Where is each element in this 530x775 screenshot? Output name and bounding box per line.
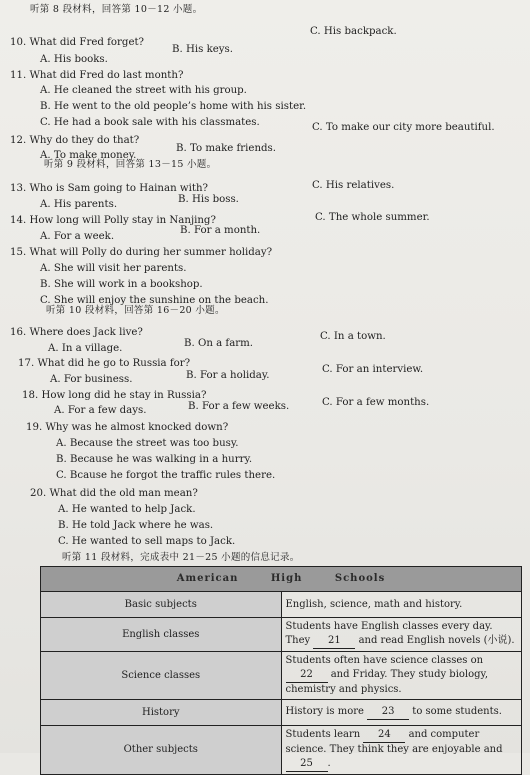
section-11-instruction: 听第 11 段材料，完成表中 21－25 小题的信息记录。 — [62, 552, 300, 563]
row-content — [281, 592, 522, 618]
q20-option-b: B. He told Jack where he was. — [58, 520, 214, 531]
table-row — [41, 618, 522, 652]
row-text: to some students. — [412, 706, 502, 717]
answer-blank-24[interactable]: 24 — [363, 728, 405, 743]
section-10-instruction: 听第 10 段材料，回答第 16－20 小题。 — [46, 305, 225, 316]
answer-blank-25[interactable]: 25 — [286, 757, 328, 772]
row-label: History — [41, 700, 282, 726]
q16-option-c: C. In a town. — [320, 331, 386, 342]
q19-option-a: A. Because the street was too busy. — [56, 438, 239, 449]
q20-option-a: A. He wanted to help Jack. — [58, 504, 196, 515]
table-header-row — [41, 567, 522, 592]
q15-option-b: B. She will work in a bookshop. — [40, 279, 203, 290]
q17-option-c: C. For an interview. — [322, 364, 424, 375]
row-text: English, science, math and history. — [285, 598, 463, 610]
q13-option-b: B. His boss. — [178, 194, 239, 205]
question-12: 12. Why do they do that? — [10, 135, 140, 146]
q15-option-c: C. She will enjoy the sunshine on the beach. — [40, 295, 269, 306]
question-17: 17. What did he go to Russia for? — [18, 358, 191, 369]
row-content — [281, 652, 522, 700]
q12-option-a: A. To make money. — [40, 150, 137, 161]
table-header — [41, 567, 522, 592]
section-9-instruction: 听第 9 段材料，回答第 13－15 小题。 — [44, 159, 217, 170]
question-16: 16. Where does Jack live? — [10, 327, 143, 338]
row-label: English classes — [41, 618, 282, 652]
row-content — [281, 618, 522, 652]
answer-blank-21[interactable]: 21 — [313, 634, 355, 649]
q13-option-a: A. His parents. — [40, 199, 118, 210]
question-18: 18. How long did he stay in Russia? — [22, 390, 207, 401]
row-content — [281, 726, 522, 775]
q17-option-b: B. For a holiday. — [186, 370, 270, 381]
q10-option-b: B. His keys. — [172, 44, 233, 55]
info-table-wrapper — [40, 566, 522, 769]
q14-option-a: A. For a week. — [40, 231, 115, 242]
q18-option-a: A. For a few days. — [54, 405, 147, 416]
q11-option-b: B. He went to the old people’s home with his sister. — [40, 101, 307, 112]
row-text: and Friday. They study biology, chemistry and physics. — [285, 669, 489, 695]
q12-option-c: C. To make our city more beautiful. — [312, 122, 495, 133]
table-row — [41, 592, 522, 618]
question-20: 20. What did the old man mean? — [30, 488, 198, 499]
q11-option-c: C. He had a book sale with his classmates. — [40, 117, 260, 128]
q11-option-a: A. He cleaned the street with his group. — [40, 85, 247, 96]
question-19: 19. Why was he almost knocked down? — [26, 422, 229, 433]
q14-option-b: B. For a month. — [180, 225, 261, 236]
q17-option-a: A. For business. — [50, 374, 133, 385]
q18-option-b: B. For a few weeks. — [188, 401, 290, 412]
answer-blank-22[interactable]: 22 — [286, 668, 328, 683]
row-label: Other subjects — [41, 726, 282, 775]
section-8-instruction: 听第 8 段材料，回答第 10－12 小题。 — [30, 4, 203, 15]
row-text: History is more — [285, 706, 364, 717]
q19-option-c: C. Bcause he forgot the traffic rules there. — [56, 470, 276, 481]
q20-option-c: C. He wanted to sell maps to Jack. — [58, 536, 236, 547]
row-text: and read English novels (小说). — [358, 635, 515, 646]
row-text: Students have English classes every day. They — [285, 621, 493, 646]
row-content — [281, 700, 522, 726]
question-15: 15. What will Polly do during her summer holiday? — [10, 247, 273, 258]
question-14: 14. How long will Polly stay in Nanjing? — [10, 215, 216, 226]
q16-option-a: A. In a village. — [48, 343, 123, 354]
table-row — [41, 726, 522, 775]
q18-option-c: C. For a few months. — [322, 397, 430, 408]
row-text: Students learn — [285, 729, 361, 740]
table-header-word: American — [176, 573, 239, 584]
table-row — [41, 652, 522, 700]
row-label: Basic subjects — [41, 592, 282, 618]
table-row — [41, 700, 522, 726]
row-text: Students often have science classes on — [285, 655, 484, 666]
table-header-word: High — [270, 573, 303, 584]
question-10: 10. What did Fred forget? — [10, 37, 145, 48]
q19-option-b: B. Because he was walking in a hurry. — [56, 454, 253, 465]
q10-option-a: A. His books. — [40, 54, 108, 65]
q13-option-c: C. His relatives. — [312, 180, 395, 191]
q15-option-a: A. She will visit her parents. — [40, 263, 187, 274]
row-text: . — [327, 758, 331, 769]
q10-option-c: C. His backpack. — [310, 26, 397, 37]
q12-option-b: B. To make friends. — [176, 143, 276, 154]
q14-option-c: C. The whole summer. — [315, 212, 430, 223]
table-header-word: Schools — [334, 573, 386, 584]
info-table — [40, 566, 522, 775]
question-11: 11. What did Fred do last month? — [10, 70, 184, 81]
row-text: and computer science. They think they are enjoyable and — [285, 729, 503, 755]
row-label: Science classes — [41, 652, 282, 700]
answer-blank-23[interactable]: 23 — [367, 705, 409, 720]
question-13: 13. Who is Sam going to Hainan with? — [10, 183, 208, 194]
q16-option-b: B. On a farm. — [184, 338, 254, 349]
